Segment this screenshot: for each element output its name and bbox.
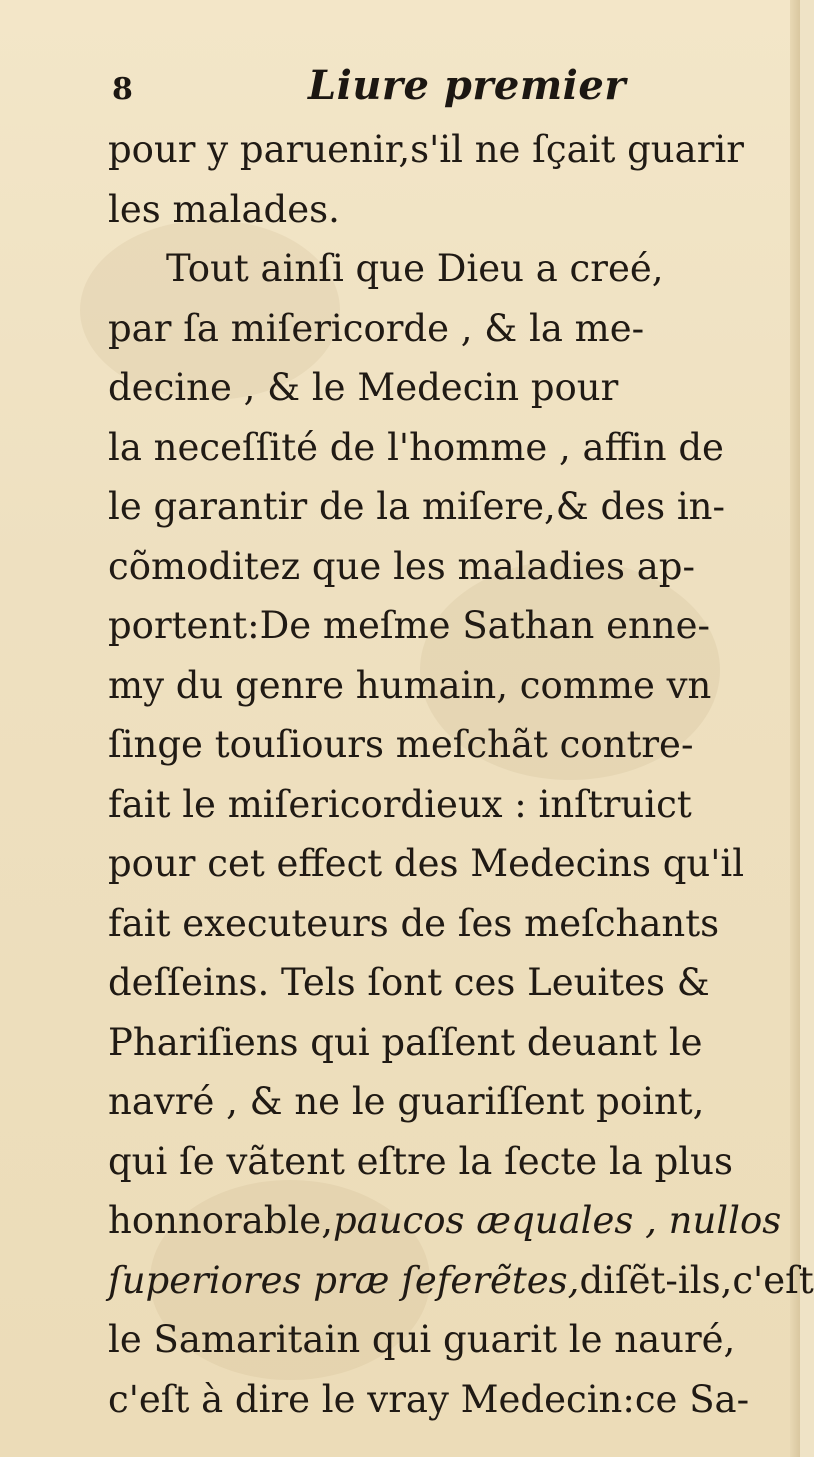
text-line: c'eſt à dire le vray Medecin:ce Sa- xyxy=(108,1377,750,1421)
text-line: my du genre humain, comme vn xyxy=(108,663,712,707)
text-line: navré , & ne le guariſſent point, xyxy=(108,1080,705,1123)
text-line: par ſa miſericorde , & la me- xyxy=(108,306,645,350)
page-header xyxy=(0,62,800,112)
page-edge xyxy=(790,0,800,1457)
text-line: le Samaritain qui guarit le nauré, xyxy=(108,1318,736,1361)
body-text xyxy=(108,120,814,1429)
text-line: Phariſiens qui paſſent deuant le xyxy=(108,1020,703,1064)
text-line: fait executeurs de ſes meſchants xyxy=(108,901,720,945)
text-line: pour cet effect des Medecins qu'il xyxy=(108,842,745,885)
text-line: fait le miſericordieux : inſtruict xyxy=(108,782,692,826)
latin-quote: ſuperiores præ ſeferẽtes, xyxy=(108,1258,580,1302)
text-line: portent:De meſme Sathan enne- xyxy=(108,604,711,647)
roman-text: honnorable, xyxy=(108,1199,333,1242)
text-line: pour y paruenir,s'il ne ſçait guarir xyxy=(108,128,744,171)
text-line: deſſeins. Tels ſont ces Leuites & xyxy=(108,961,710,1004)
text-line: qui ſe vãtent eſtre la ſecte la plus xyxy=(108,1139,733,1183)
text-line xyxy=(108,1251,814,1311)
text-line: decine , & le Medecin pour xyxy=(108,366,619,409)
page-number: 8 xyxy=(112,72,133,107)
running-head: Liure premier xyxy=(308,62,626,109)
roman-text: diſẽt-ils,c'eſt xyxy=(579,1258,814,1302)
text-line: le garantir de la miſere,& des in- xyxy=(108,485,726,528)
paragraph-start-line: Tout ainſi que Dieu a creé, xyxy=(166,247,664,290)
text-line xyxy=(108,1191,782,1251)
text-line: cõmoditez que les maladies ap- xyxy=(108,544,695,588)
text-line: les malades. xyxy=(108,187,340,231)
text-line: ſinge touſiours meſchãt contre- xyxy=(108,723,694,766)
text-line: la neceſſité de l'homme , affin de xyxy=(108,425,724,469)
latin-quote: paucos æquales , nullos xyxy=(332,1199,782,1242)
